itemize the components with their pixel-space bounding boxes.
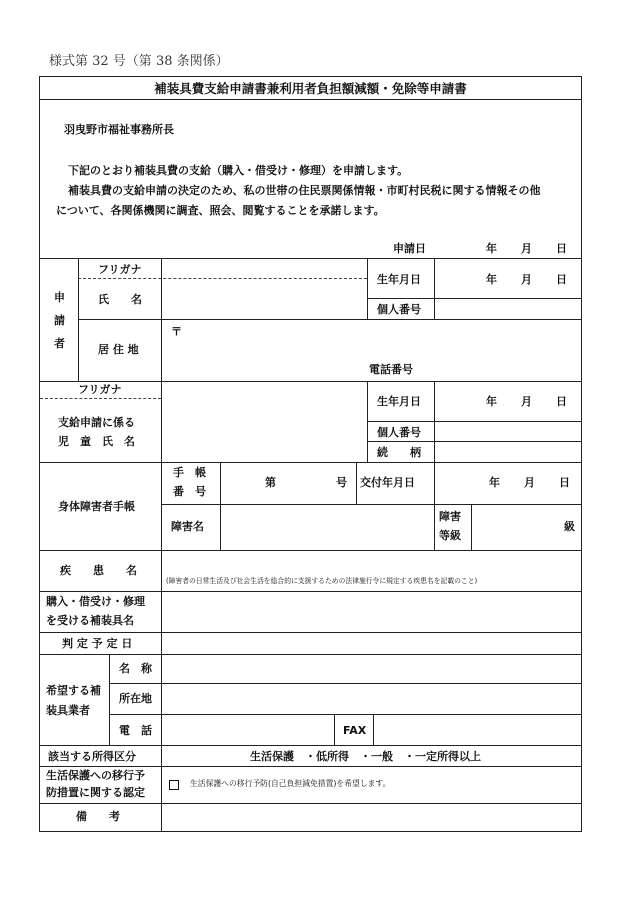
- rule: [40, 591, 581, 592]
- rule: [356, 462, 357, 504]
- disease-label: 疾 患 名: [60, 564, 137, 577]
- issue-month[interactable]: 月: [524, 476, 535, 489]
- rule: [434, 504, 435, 550]
- applicant-birth-date-label: 生年月日: [377, 273, 421, 286]
- handbook-dai: 第: [265, 476, 276, 489]
- applicant-section-char-3: 者: [54, 337, 65, 350]
- transition-label-line-2: 防措置に関する認定: [46, 786, 145, 799]
- child-birth-day[interactable]: 日: [556, 395, 567, 408]
- rule: [40, 381, 581, 382]
- child-birth-date-label: 生年月日: [377, 395, 421, 408]
- vendor-phone-label: 電 話: [119, 724, 152, 737]
- device-label-line-2: を受ける補装具名: [46, 614, 134, 627]
- issue-day[interactable]: 日: [559, 476, 570, 489]
- vendor-label-line-2: 装具業者: [46, 704, 90, 717]
- child-name-label-line-2: 児 童 氏 名: [58, 435, 135, 448]
- intro-line-2: 補装具費の支給申請の決定のため、私の世帯の住民票関係情報・市町村民税に関する情報その他: [68, 184, 541, 197]
- rule: [78, 319, 581, 320]
- rule: [367, 258, 368, 319]
- rule: [40, 632, 581, 633]
- application-date-day[interactable]: 日: [556, 242, 567, 255]
- vendor-fax-label: FAX: [343, 724, 367, 737]
- child-birth-year[interactable]: 年: [486, 395, 497, 408]
- device-label-line-1: 購入・借受け・修理: [46, 595, 145, 608]
- applicant-address-label: 居 住 地: [98, 343, 139, 356]
- rule: [109, 714, 581, 715]
- disability-name-label: 障害名: [171, 520, 204, 533]
- rule: [40, 766, 581, 767]
- rule: [161, 258, 162, 831]
- child-relationship-label: 続 柄: [377, 446, 421, 459]
- application-date-month[interactable]: 月: [521, 242, 532, 255]
- rule: [161, 504, 581, 505]
- applicant-section-char-1: 申: [54, 291, 65, 304]
- applicant-birth-month[interactable]: 月: [521, 273, 532, 286]
- applicant-furigana-label: フリガナ: [98, 263, 142, 276]
- handbook-go: 号: [336, 476, 347, 489]
- handbook-number-label-2: 番 号: [173, 485, 206, 498]
- rule: [109, 654, 110, 745]
- rule: [367, 381, 368, 462]
- rule: [434, 258, 435, 319]
- rule: [109, 683, 581, 684]
- furigana-dashed-rule: [40, 398, 161, 399]
- rule: [78, 258, 79, 381]
- rule: [367, 298, 581, 299]
- rule: [40, 550, 581, 551]
- applicant-personal-number-label: 個人番号: [377, 303, 421, 316]
- applicant-section-char-2: 請: [54, 314, 65, 327]
- rule: [434, 462, 435, 504]
- rule: [40, 654, 581, 655]
- applicant-birth-day[interactable]: 日: [556, 273, 567, 286]
- application-date-label: 申請日: [393, 242, 426, 255]
- style-number: 様式第 32 号（第 38 条関係）: [49, 54, 229, 69]
- application-date-year[interactable]: 年: [486, 242, 497, 255]
- applicant-phone-label: 電話番号: [369, 363, 413, 376]
- rule: [40, 258, 581, 259]
- vendor-name-label: 名 称: [119, 662, 152, 675]
- transition-label-line-1: 生活保護への移行予: [46, 769, 145, 782]
- disability-grade-label-2: 等級: [439, 529, 461, 542]
- rule: [373, 714, 374, 745]
- rule: [367, 421, 581, 422]
- issue-date-label: 交付年月日: [360, 476, 415, 489]
- income-label: 該当する所得区分: [48, 750, 136, 763]
- handbook-number-label-1: 手 帳: [173, 466, 206, 479]
- disability-grade-unit: 級: [564, 520, 575, 533]
- disability-grade-label-1: 障害: [439, 510, 461, 523]
- vendor-location-label: 所在地: [119, 692, 152, 705]
- remarks-label: 備 考: [76, 810, 120, 823]
- application-form: [39, 76, 582, 832]
- child-name-label-line-1: 支給申請に係る: [58, 416, 135, 429]
- rule: [40, 803, 581, 804]
- form-title: 補装具費支給申請書兼利用者負担額減額・免除等申請書: [154, 81, 467, 96]
- issue-year[interactable]: 年: [489, 476, 500, 489]
- rule: [434, 381, 435, 462]
- disease-note: (障害者の日常生活及び社会生活を総合的に支援するための法律施行令に規定する疾患名を記載のこと): [166, 577, 478, 585]
- child-furigana-label: フリガナ: [78, 383, 122, 396]
- handbook-label: 身体障害者手帳: [58, 500, 135, 513]
- applicant-name-label: 氏 名: [98, 293, 142, 306]
- rule: [40, 99, 581, 100]
- judgment-date-label: 判 定 予 定 日: [62, 637, 133, 650]
- income-options[interactable]: 生活保護 ・低所得 ・一般 ・一定所得以上: [250, 750, 481, 763]
- rule: [220, 462, 221, 550]
- child-personal-number-label: 個人番号: [377, 426, 421, 439]
- rule: [367, 441, 581, 442]
- postal-mark: 〒: [171, 325, 182, 338]
- rule: [40, 745, 581, 746]
- rule: [334, 714, 335, 745]
- child-birth-month[interactable]: 月: [521, 395, 532, 408]
- addressee: 羽曳野市福祉事務所長: [64, 123, 174, 136]
- furigana-dashed-rule: [78, 278, 367, 279]
- rule: [40, 462, 581, 463]
- transition-checkbox[interactable]: [169, 780, 179, 790]
- transition-checkbox-text: 生活保護への移行予防(自己負担減免措置)を希望します。: [190, 779, 391, 788]
- rule: [471, 504, 472, 550]
- applicant-birth-year[interactable]: 年: [486, 273, 497, 286]
- intro-line-1: 下記のとおり補装具費の支給（購入・借受け・修理）を申請します。: [68, 164, 409, 177]
- intro-line-3: について、各関係機関に調査、照会、閲覧することを承諾します。: [56, 204, 385, 217]
- vendor-label-line-1: 希望する補: [46, 684, 101, 697]
